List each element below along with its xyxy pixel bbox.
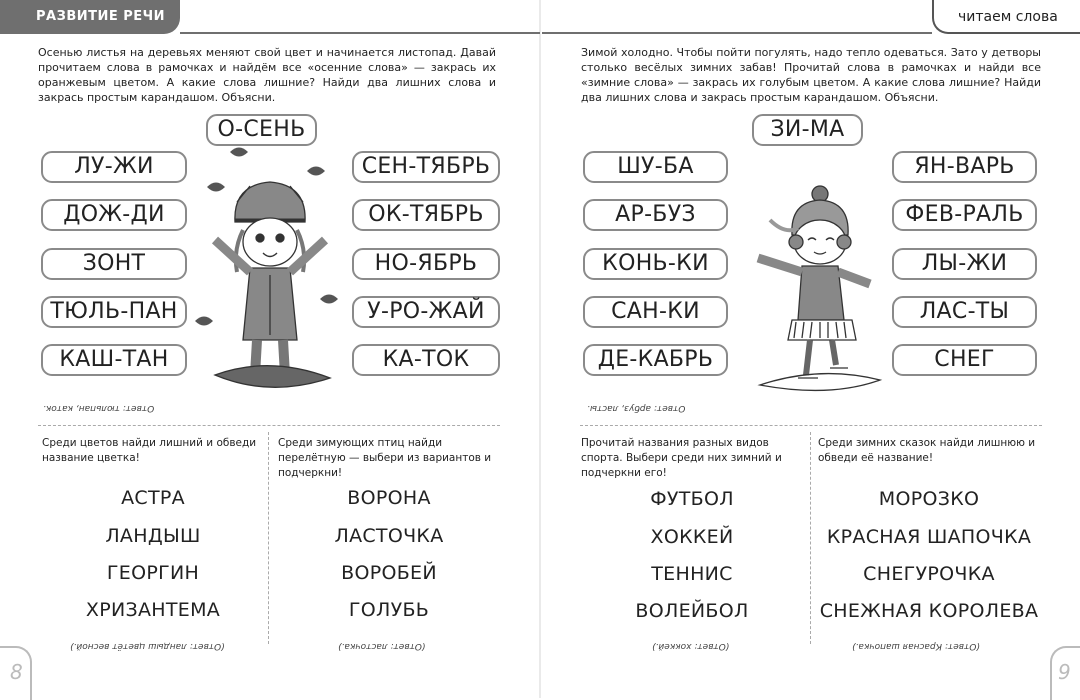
section-header-tab: [932, 0, 1080, 34]
list-item[interactable]: МОРОЗКО: [878, 488, 980, 510]
left-intro-text: Осенью листья на деревьях меняют свой цвет и начинается листопад. Давай прочитаем слова в рамочках и найдём все «осенние слова» — закрась их оранжевым цветом. А какие слова лишние? Найди два лишних слова и закрась простым карандашом. Объясни.: [38, 46, 496, 104]
book-spine: [539, 0, 541, 698]
word-box[interactable]: ТЮЛЬ-ПАН: [41, 296, 187, 328]
list-item[interactable]: ЛАНДЫШ: [105, 525, 201, 547]
leaf-icon: [305, 162, 327, 180]
word-box[interactable]: ЗОНТ: [41, 248, 187, 280]
word-box[interactable]: ЛУ-ЖИ: [41, 151, 187, 183]
list-item[interactable]: ЛАСТОЧКА: [334, 525, 444, 547]
right-task-tales: Среди зимних сказок найди лишнюю и обведи её название!: [818, 437, 1036, 464]
left-task-flowers: Среди цветов найди лишний и обведи название цветка!: [42, 437, 257, 464]
word-box[interactable]: ДОЖ-ДИ: [41, 199, 187, 231]
list-item[interactable]: АСТРА: [121, 487, 185, 509]
section-divider: [38, 425, 500, 426]
column-divider: [268, 432, 269, 644]
right-task-sport: Прочитай названия разных видов спорта. Выбери среди них зимний и подчеркни его!: [581, 437, 782, 479]
header-rule: [180, 32, 540, 34]
section-header-tab: [0, 0, 180, 34]
word-box[interactable]: АР-БУЗ: [583, 199, 728, 231]
word-box[interactable]: СЕН-ТЯБРЬ: [352, 151, 500, 183]
skating-girl-illustration: [740, 180, 890, 400]
list-item[interactable]: СНЕЖНАЯ КОРОЛЕВА: [819, 600, 1039, 622]
section-divider: [580, 425, 1042, 426]
word-box[interactable]: КОНЬ-КИ: [583, 248, 728, 280]
right-answer-2: (Ответ: Красная шапочка.): [852, 641, 980, 651]
list-item[interactable]: ХОККЕЙ: [650, 526, 734, 548]
list-item[interactable]: ФУТБОЛ: [650, 488, 734, 510]
word-box[interactable]: ЛЫ-ЖИ: [892, 248, 1037, 280]
right-intro-text: Зимой холодно. Чтобы пойти погулять, надо тепло одеваться. Зато у детворы столько весёлых зимних забав! Прочитай слова в рамочках и найди все «зимние слова» — закрась их голубым цветом. А какие слова лишние? Найди два лишних слова и закрась простым карандашом. Объясни.: [581, 46, 1041, 104]
left-answer-1: (Ответ: ландыш цветёт весной.): [70, 641, 225, 651]
word-box[interactable]: САН-КИ: [583, 296, 728, 328]
leaf-icon: [205, 178, 227, 196]
list-item[interactable]: СНЕГУРОЧКА: [863, 563, 995, 585]
word-box[interactable]: КАШ-ТАН: [41, 344, 187, 376]
column-divider: [810, 432, 811, 644]
list-item[interactable]: КРАСНАЯ ШАПОЧКА: [826, 526, 1032, 548]
list-item[interactable]: ГОЛУБЬ: [348, 599, 430, 621]
left-task-birds: Среди зимующих птиц найди перелётную — выбери из вариантов и подчеркни!: [278, 437, 492, 479]
page-number: 9: [1058, 660, 1071, 684]
section-title: РАЗВИТИЕ РЕЧИ: [36, 9, 166, 24]
section-title: читаем слова: [958, 9, 1058, 25]
list-item[interactable]: ВОРОНА: [347, 487, 431, 509]
header-rule: [542, 32, 932, 34]
leaf-icon: [228, 143, 250, 161]
list-item[interactable]: ХРИЗАНТЕМА: [85, 599, 221, 621]
word-box[interactable]: ДЕ-КАБРЬ: [583, 344, 728, 376]
list-item[interactable]: ВОЛЕЙБОЛ: [635, 600, 749, 622]
right-answer: Ответ: арбуз, ласты.: [587, 403, 686, 413]
word-box[interactable]: ШУ-БА: [583, 151, 728, 183]
word-box[interactable]: ЛАС-ТЫ: [892, 296, 1037, 328]
word-box[interactable]: КА-ТОК: [352, 344, 500, 376]
left-answer-2: (Ответ: ласточка.): [338, 641, 426, 651]
word-box[interactable]: ЯН-ВАРЬ: [892, 151, 1037, 183]
page-number: 8: [10, 660, 23, 684]
word-box-top-right[interactable]: ЗИ-МА: [752, 114, 863, 146]
leaf-icon: [318, 290, 340, 308]
list-item[interactable]: ГЕОРГИН: [106, 562, 200, 584]
word-box[interactable]: ОК-ТЯБРЬ: [352, 199, 500, 231]
left-answer: Ответ: тюльпан, каток.: [43, 403, 155, 413]
word-box-top-left[interactable]: О-СЕНЬ: [206, 114, 317, 146]
word-box[interactable]: У-РО-ЖАЙ: [352, 296, 500, 328]
leaf-icon: [193, 312, 215, 330]
word-box[interactable]: ФЕВ-РАЛЬ: [892, 199, 1037, 231]
list-item[interactable]: ТЕННИС: [651, 563, 733, 585]
word-box[interactable]: НО-ЯБРЬ: [352, 248, 500, 280]
right-answer-1: (Ответ: хоккей.): [652, 641, 730, 651]
word-box[interactable]: СНЕГ: [892, 344, 1037, 376]
list-item[interactable]: ВОРОБЕЙ: [341, 562, 437, 584]
